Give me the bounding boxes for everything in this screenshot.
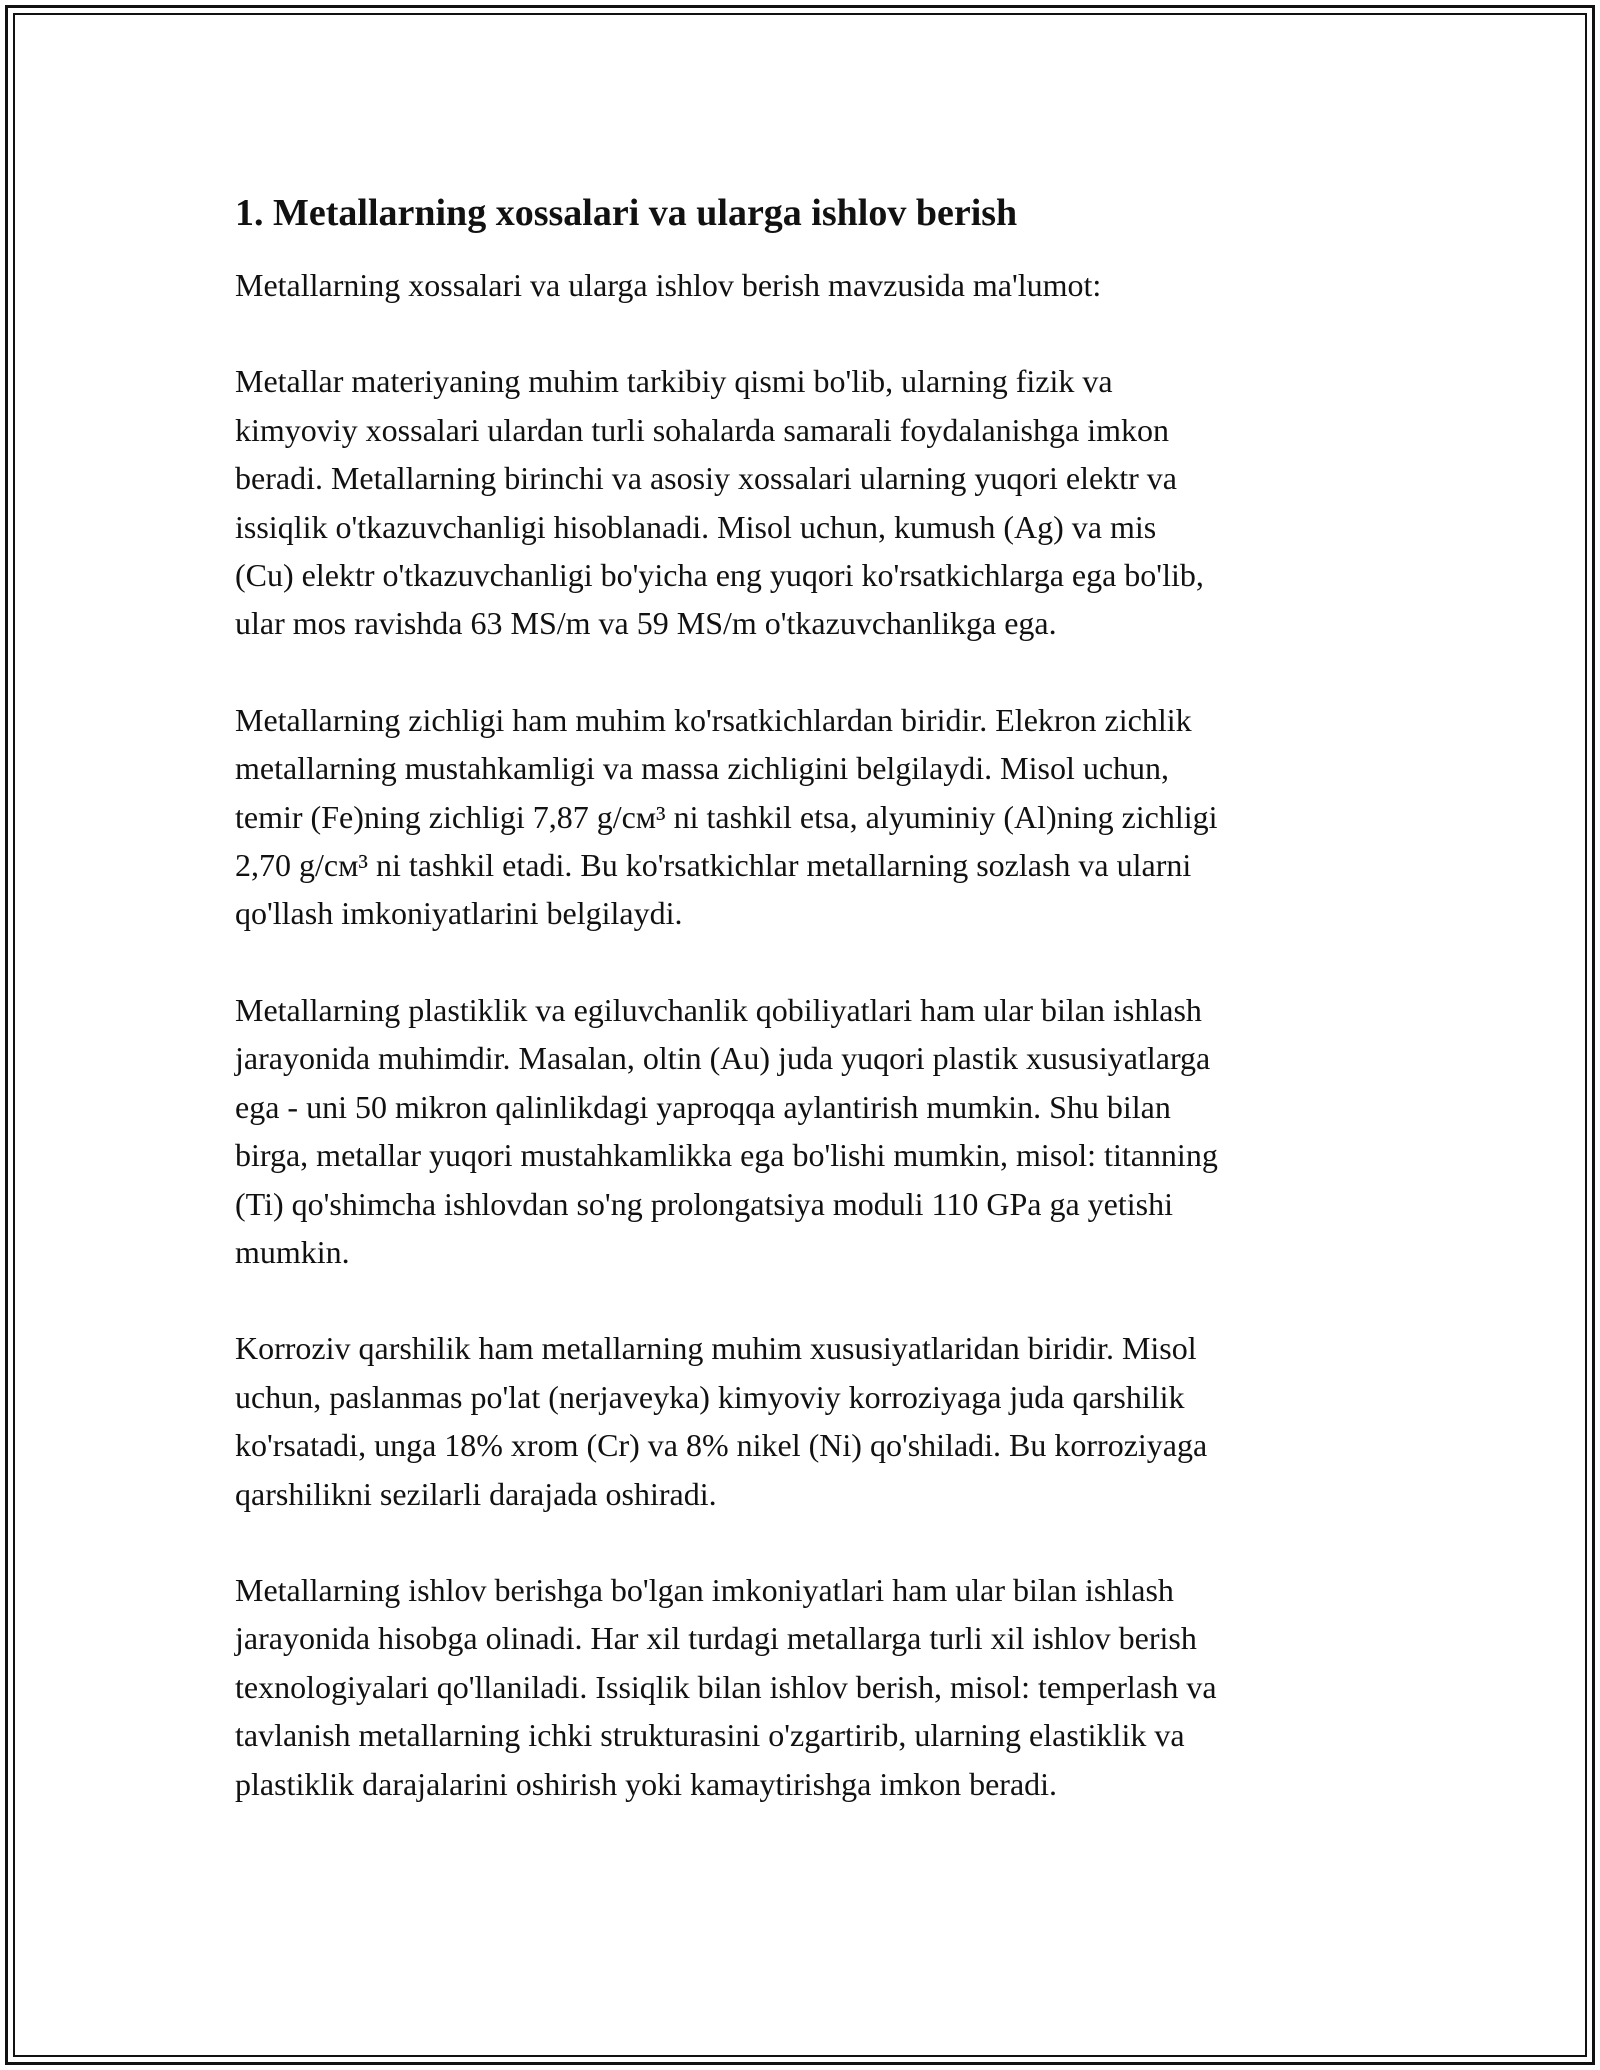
text-line: uchun, paslanmas po'lat (nerjaveyka) kimyoviy korroziyaga juda qarshilik: [235, 1378, 1185, 1415]
paragraph-plasticity: [235, 986, 1375, 1276]
text-line: qarshilikni sezilarli darajada oshiradi.: [235, 1475, 717, 1512]
text-line: birga, metallar yuqori mustahkamlikka ega bo'lishi mumkin, misol: titanning: [235, 1137, 1218, 1174]
text-line: tavlanish metallarning ichki strukturasini o'zgartirib, ularning elastiklik va: [235, 1717, 1185, 1754]
text-line: Metallar materiyaning muhim tarkibiy qismi bo'lib, ularning fizik va: [235, 363, 1113, 400]
text-line: Metallarning ishlov berishga bo'lgan imkoniyatlari ham ular bilan ishlash: [235, 1571, 1174, 1608]
text-line: plastiklik darajalarini oshirish yoki kamaytirishga imkon beradi.: [235, 1765, 1058, 1802]
paragraph-processing: [235, 1566, 1375, 1808]
text-line: kimyoviy xossalari ulardan turli sohalarda samarali foydalanishga imkon: [235, 411, 1169, 448]
paragraph-conductivity: [235, 357, 1375, 647]
text-line: ular mos ravishda 63 MS/m va 59 MS/m o'tkazuvchanlikga ega.: [235, 605, 1057, 642]
text-line: Korroziv qarshilik ham metallarning muhim xususiyatlaridan biridir. Misol: [235, 1330, 1197, 1367]
text-line: mumkin.: [235, 1233, 350, 1270]
text-line: (Cu) elektr o'tkazuvchanligi bo'yicha eng yuqori ko'rsatkichlarga ega bo'lib,: [235, 557, 1204, 594]
text-line: beradi. Metallarning birinchi va asosiy xossalari ularning yuqori elektr va: [235, 460, 1177, 497]
text-line: ko'rsatadi, unga 18% xrom (Cr) va 8% nikel (Ni) qo'shiladi. Bu korroziyaga: [235, 1427, 1208, 1464]
paragraph-density: [235, 696, 1375, 938]
text-line: issiqlik o'tkazuvchanligi hisoblanadi. Misol uchun, kumush (Ag) va mis: [235, 508, 1157, 545]
text-line: temir (Fe)ning zichligi 7,87 g/см³ ni tashkil etsa, alyuminiy (Al)ning zichligi: [235, 798, 1218, 835]
document-body: [235, 185, 1375, 1856]
text-line: jarayonida muhimdir. Masalan, oltin (Au) juda yuqori plastik xususiyatlarga: [235, 1040, 1211, 1077]
text-line: jarayonida hisobga olinadi. Har xil turdagi metallarga turli xil ishlov berish: [235, 1620, 1197, 1657]
text-line: 2,70 g/см³ ni tashkil etadi. Bu ko'rsatkichlar metallarning sozlash va ularni: [235, 847, 1192, 884]
text-line: Metallarning plastiklik va egiluvchanlik qobiliyatlari ham ular bilan ishlash: [235, 991, 1202, 1028]
paragraph-corrosion: [235, 1324, 1375, 1518]
intro-paragraph: [235, 261, 1375, 309]
text-line: Metallarning zichligi ham muhim ko'rsatkichlardan biridir. Elekron zichlik: [235, 701, 1192, 738]
text-line: ega - uni 50 mikron qalinlikdagi yaproqqa aylantirish mumkin. Shu bilan: [235, 1088, 1171, 1125]
document-title: 1. Metallarning xossalari va ularga ishlov berish: [235, 192, 1018, 234]
text-line: qo'llash imkoniyatlarini belgilaydi.: [235, 895, 683, 932]
text-line: Metallarning xossalari va ularga ishlov berish mavzusida ma'lumot:: [235, 267, 1102, 303]
text-line: metallarning mustahkamligi va massa zichligini belgilaydi. Misol uchun,: [235, 750, 1170, 787]
text-line: (Ti) qo'shimcha ishlovdan so'ng prolongatsiya moduli 110 GPa ga yetishi: [235, 1185, 1173, 1222]
text-line: texnologiyalari qo'llaniladi. Issiqlik bilan ishlov berish, misol: temperlash va: [235, 1668, 1217, 1705]
